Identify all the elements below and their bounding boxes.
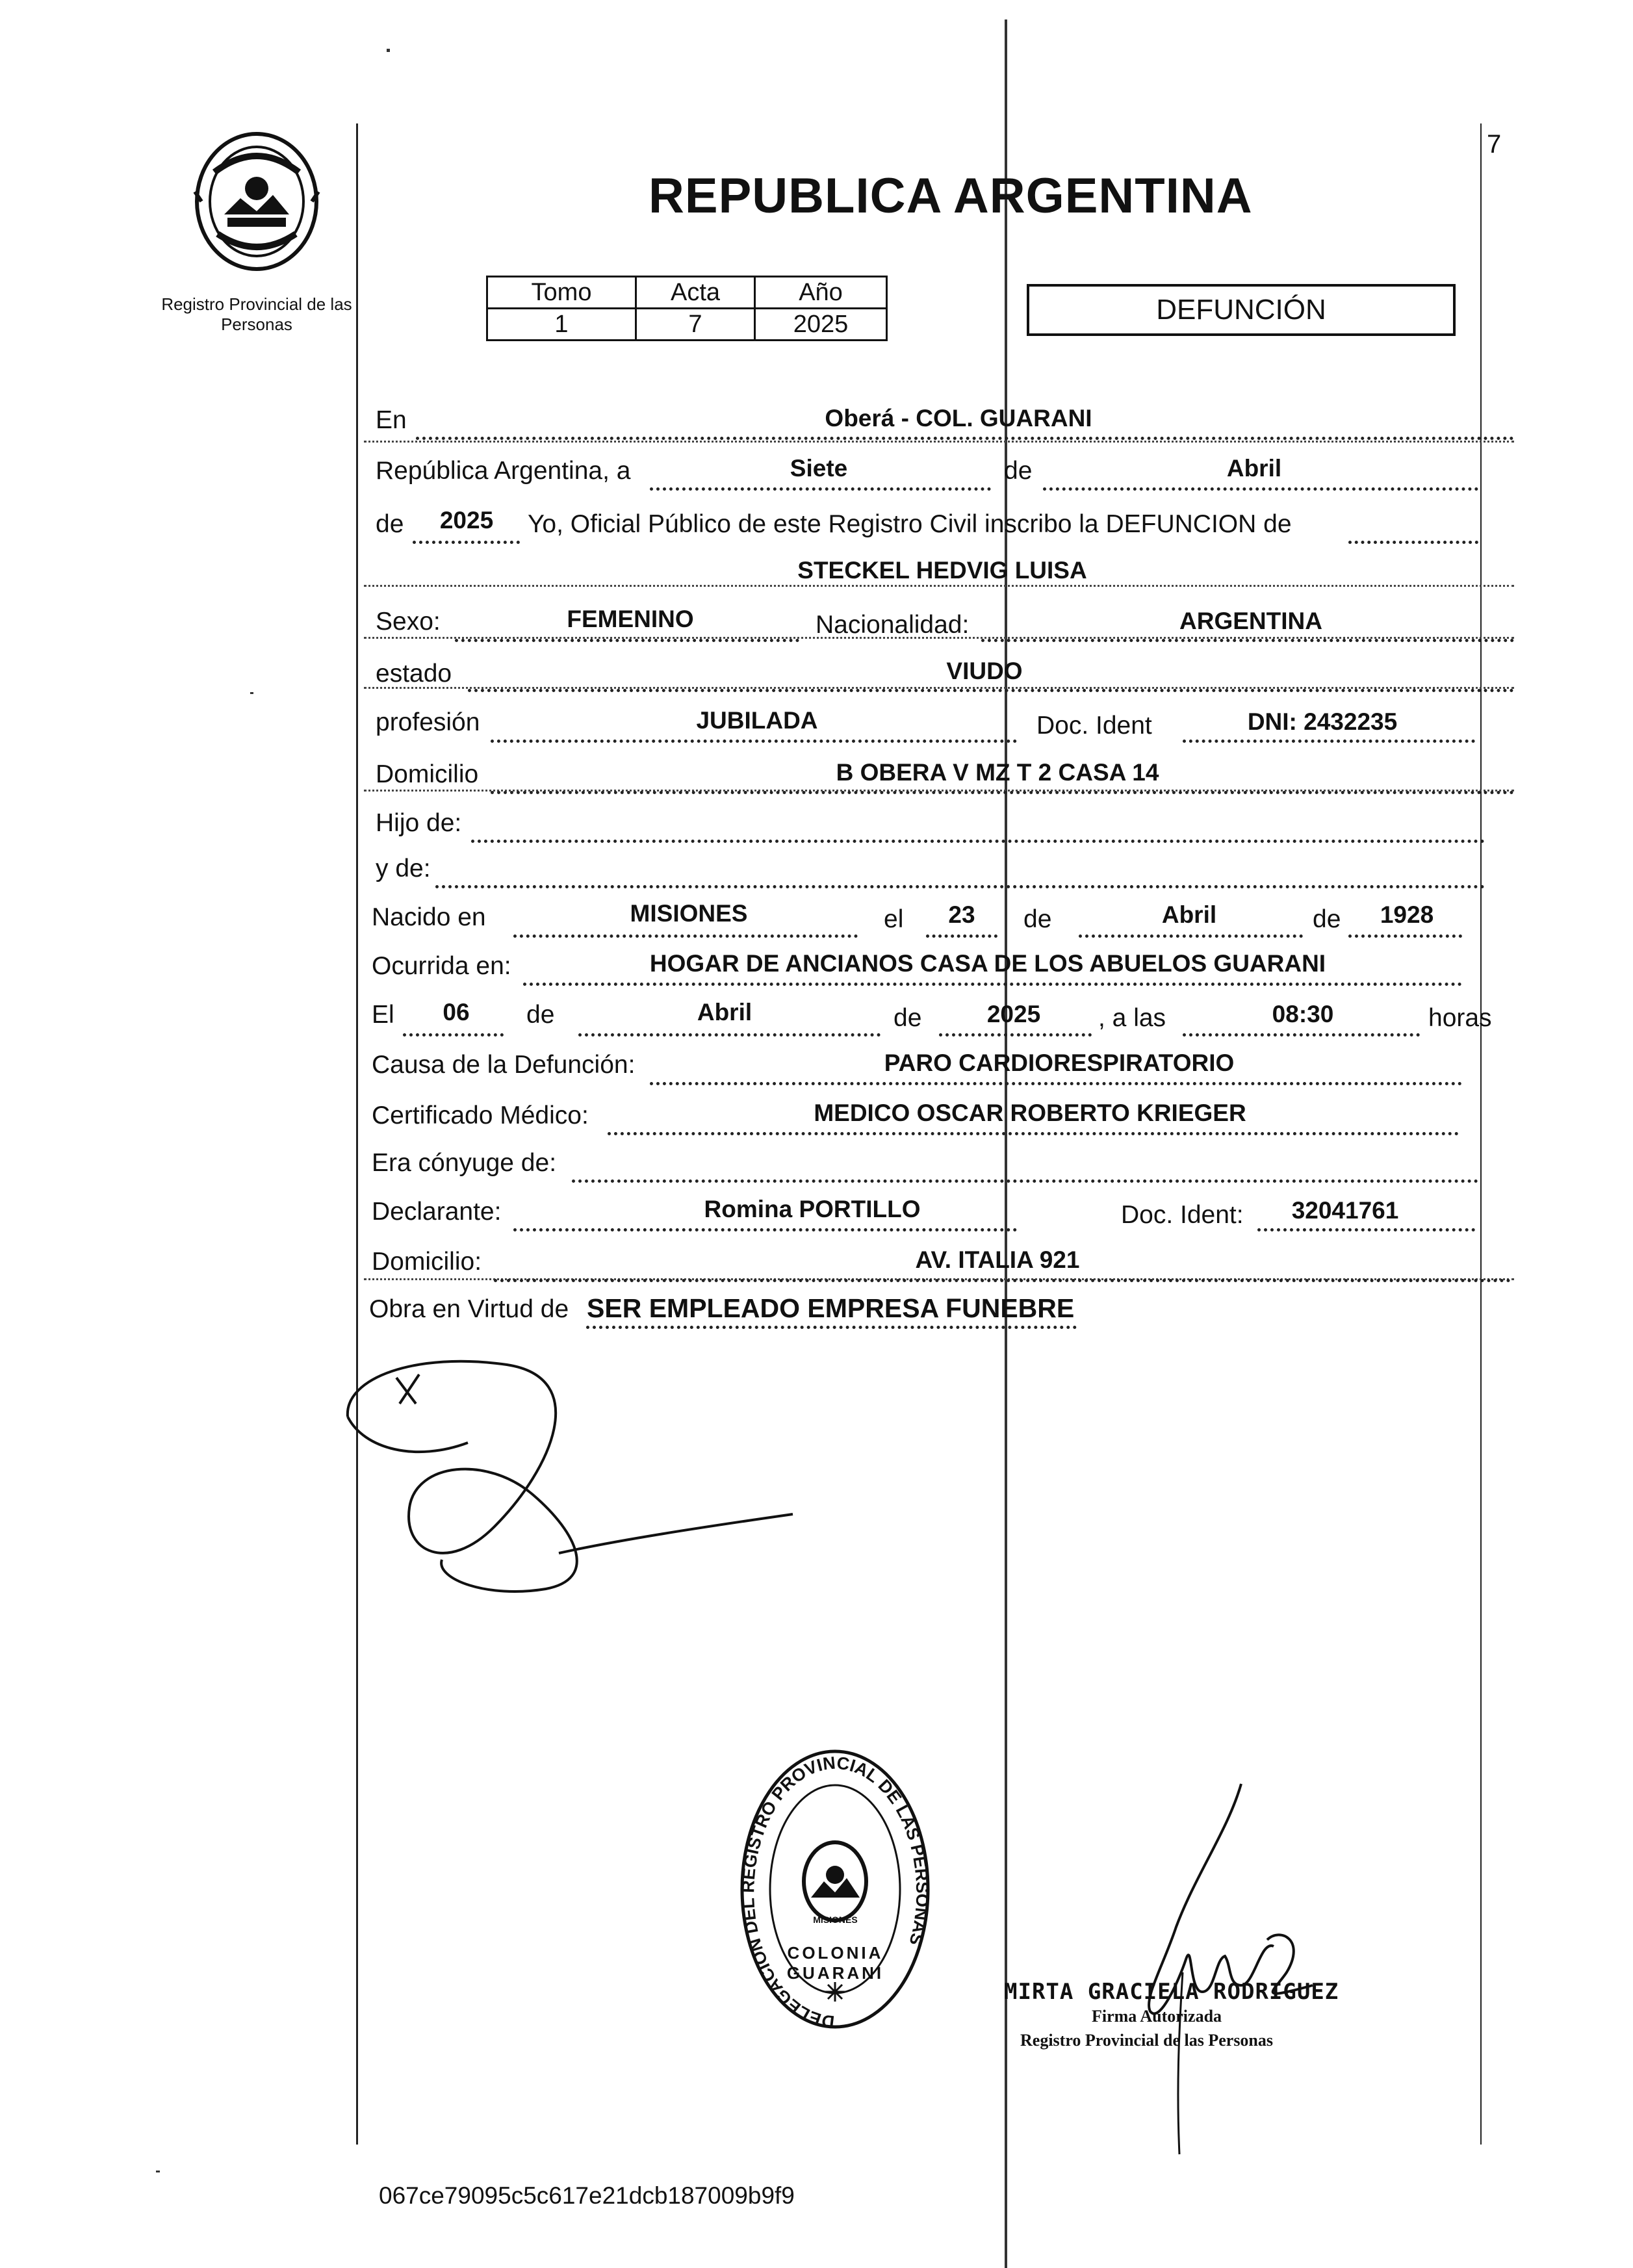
nombre-value: STECKEL HEDVIG LUISA — [797, 557, 1087, 584]
decl-doc-line — [1257, 1228, 1475, 1231]
el2-label: El — [372, 1001, 394, 1029]
en-label: En — [376, 406, 407, 434]
nac-mes: Abril — [1161, 901, 1217, 928]
yde-label: y de: — [376, 855, 431, 883]
nacido-label: Nacido en — [372, 903, 486, 931]
anio-value: 2025 — [755, 309, 887, 341]
nacionalidad-label: Nacionalidad: — [816, 611, 970, 639]
conyuge-line — [572, 1179, 1478, 1183]
sexo-line — [455, 639, 799, 642]
yde-line — [435, 885, 1485, 888]
fal-anio: 2025 — [986, 1001, 1041, 1027]
mes-line — [1043, 487, 1478, 491]
fal-hora-line — [1183, 1033, 1420, 1037]
document-hash: 067ce79095c5c617e21dcb187009b9f9 — [379, 2182, 795, 2209]
registry-table — [486, 276, 888, 341]
dia-value: Siete — [790, 455, 848, 482]
row-divider — [364, 585, 1514, 587]
horas-label: horas — [1428, 1004, 1492, 1032]
anio-value: 2025 — [439, 507, 494, 534]
republica-label: República Argentina, a — [376, 457, 631, 485]
en-line — [416, 437, 1514, 440]
ocurrida-value: HOGAR DE ANCIANOS CASA DE LOS ABUELOS GUARANI — [649, 950, 1326, 977]
tomo-header: Tomo — [487, 277, 636, 309]
provincial-emblem — [188, 127, 325, 276]
nac-anio-line — [1348, 934, 1462, 938]
nacionalidad-value: ARGENTINA — [1179, 608, 1322, 634]
nac-de1: de — [1023, 905, 1052, 933]
conyuge-label: Era cónyuge de: — [372, 1149, 557, 1177]
page-number: 7 — [1487, 130, 1502, 159]
profesion-line — [491, 740, 1017, 743]
sexo-label: Sexo: — [376, 608, 441, 636]
obra-value: SER EMPLEADO EMPRESA FUNEBRE — [587, 1293, 1075, 1323]
causa-line — [650, 1082, 1462, 1085]
speck — [156, 2171, 160, 2172]
doc-label: Doc. Ident — [1036, 712, 1152, 740]
declarante-label: Declarante: — [372, 1198, 502, 1226]
obra-line — [586, 1326, 1077, 1329]
doc-value: DNI: 2432235 — [1247, 708, 1398, 735]
nac-anio: 1928 — [1380, 901, 1434, 928]
hijo-line — [471, 840, 1485, 843]
oficial-text: Yo, Oficial Público de este Registro Civil inscribo la DEFUNCION de — [528, 510, 1292, 538]
estado-value: VIUDO — [946, 658, 1023, 684]
form-left-border — [356, 123, 358, 2145]
anio-header: Año — [755, 277, 887, 309]
stamp-emblem-text: MISIONES — [813, 1914, 858, 1925]
nac-de2: de — [1313, 905, 1341, 933]
official-signature — [1066, 1777, 1339, 2167]
page-title: REPUBLICA ARGENTINA — [649, 168, 1253, 224]
declarante-line — [513, 1228, 1017, 1231]
de2-label: de — [376, 510, 404, 538]
doc-type: DEFUNCIÓN — [1156, 294, 1326, 326]
declarant-signature — [338, 1339, 806, 1612]
tomo-value: 1 — [487, 309, 636, 341]
el-label: el — [884, 905, 904, 933]
signer-name: MIRTA GRACIELA RODRIGUEZ — [1004, 1979, 1339, 2005]
nacido-line — [513, 934, 858, 938]
declarante-value: Romina PORTILLO — [704, 1196, 921, 1222]
dia-line — [650, 487, 991, 491]
hijo-label: Hijo de: — [376, 809, 462, 837]
signer-role: Firma Autorizada — [1092, 2007, 1222, 2026]
fal-de1: de — [526, 1001, 555, 1029]
certificado-value: MEDICO OSCAR ROBERTO KRIEGER — [814, 1100, 1246, 1126]
fal-mes: Abril — [697, 999, 752, 1025]
form-right-border — [1480, 123, 1482, 2145]
certificado-line — [608, 1132, 1459, 1135]
fal-dia-line — [403, 1033, 504, 1037]
nacido-value: MISIONES — [630, 900, 748, 927]
decl-domicilio-value: AV. ITALIA 921 — [915, 1246, 1080, 1273]
profesion-label: profesión — [376, 708, 480, 736]
de-label: de — [1004, 457, 1033, 485]
domicilio-label: Domicilio — [376, 760, 479, 788]
nacionalidad-line — [981, 639, 1514, 642]
fal-mes-line — [578, 1033, 881, 1037]
domicilio-line — [491, 791, 1514, 794]
alas-label: , a las — [1098, 1004, 1166, 1032]
speck — [250, 692, 253, 694]
estado-label: estado — [376, 660, 452, 688]
mes-value: Abril — [1226, 455, 1282, 482]
nac-dia: 23 — [948, 901, 975, 928]
row-divider — [364, 441, 1514, 443]
doc-type-box — [1027, 284, 1456, 336]
domicilio-value: B OBERA V MZ T 2 CASA 14 — [836, 759, 1159, 786]
causa-value: PARO CARDIORESPIRATORIO — [884, 1050, 1235, 1076]
doc-line — [1183, 740, 1475, 743]
center-fold-line — [1005, 19, 1007, 2268]
ocurrida-label: Ocurrida en: — [372, 952, 511, 980]
causa-label: Causa de la Defunción: — [372, 1051, 636, 1079]
fal-hora: 08:30 — [1272, 1001, 1334, 1027]
certificado-label: Certificado Médico: — [372, 1102, 589, 1129]
oficial-line — [1348, 541, 1478, 544]
estado-line — [468, 689, 1514, 692]
en-value: Oberá - COL. GUARANI — [825, 405, 1092, 432]
stamp-center-text: COLONIA GUARANI — [786, 1943, 884, 1983]
decl-domicilio-label: Domicilio: — [372, 1248, 482, 1276]
acta-header: Acta — [636, 277, 755, 309]
decl-doc-value: 32041761 — [1291, 1197, 1399, 1224]
anio-line — [413, 541, 520, 544]
signer-office: Registro Provincial de las Personas — [1020, 2031, 1274, 2050]
decl-domicilio-line — [494, 1279, 1511, 1282]
profesion-value: JUBILADA — [696, 707, 818, 734]
fal-de2: de — [894, 1004, 922, 1032]
acta-value: 7 — [636, 309, 755, 341]
registro-name: Registro Provincial de las Personas — [161, 294, 352, 334]
fal-dia: 06 — [443, 999, 470, 1025]
obra-label: Obra en Virtud de — [369, 1295, 569, 1323]
sexo-value: FEMENINO — [567, 606, 694, 632]
fal-anio-line — [939, 1033, 1092, 1037]
official-stamp — [739, 1748, 931, 2031]
nac-dia-line — [926, 934, 997, 938]
speck — [387, 49, 390, 52]
decl-doc-label: Doc. Ident: — [1121, 1201, 1244, 1229]
ocurrida-line — [523, 983, 1462, 986]
nac-mes-line — [1079, 934, 1303, 938]
stamp-ring-text: DELEGACION DEL REGISTRO PROVINCIAL DE LAS PERSONAS — [739, 1753, 931, 2031]
